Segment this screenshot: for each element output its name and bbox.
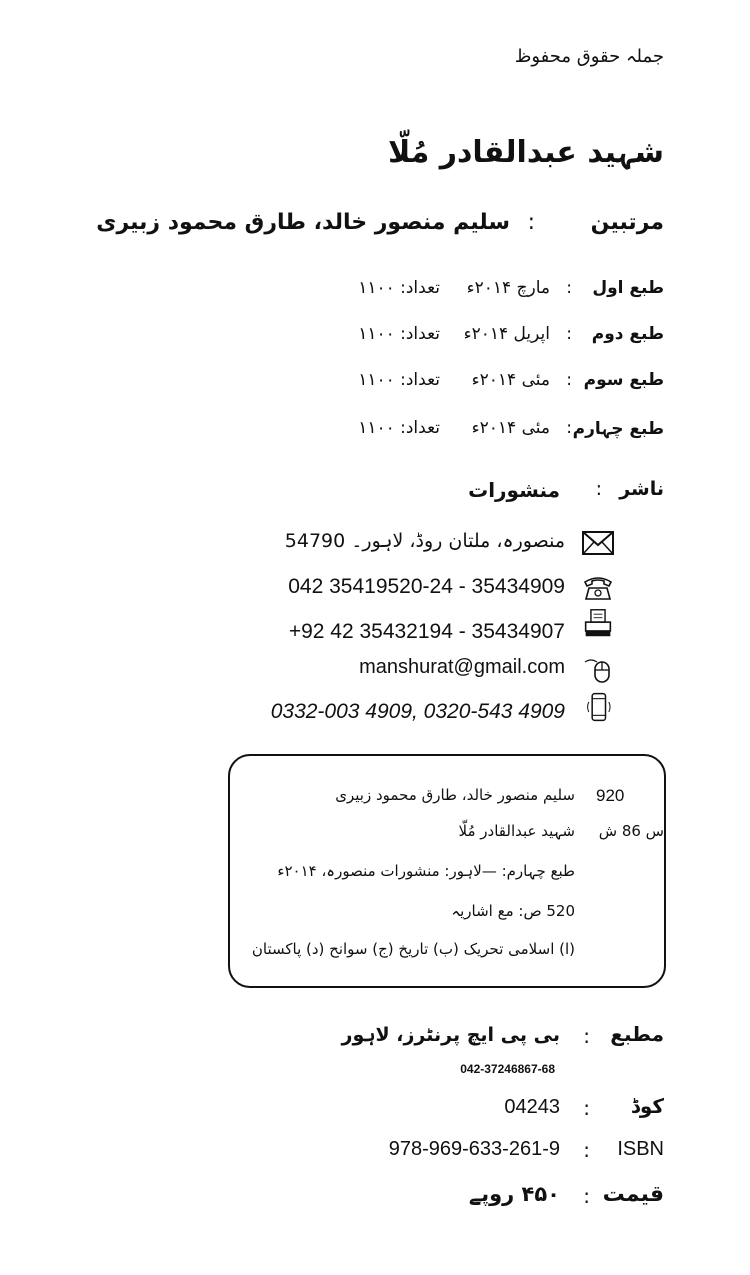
- printer-name: بی پی ایچ پرنٹرز، لاہور: [341, 1024, 560, 1046]
- edition-colon: :: [566, 278, 572, 298]
- mobile-numbers: 0332-003 4909, 0320-543 4909: [270, 700, 565, 723]
- fax-numbers: +92 42 35432194 - 35434907: [288, 620, 565, 643]
- edition-date: مارچ ۲۰۱۴ء: [466, 278, 550, 298]
- catalog-pages: 520 ص: مع اشاریہ: [451, 902, 575, 920]
- edition-date: مئی ۲۰۱۴ء: [471, 418, 550, 438]
- edition-colon: :: [566, 324, 572, 344]
- phone-numbers: 042 35419520-24 - 35434909: [288, 575, 565, 598]
- book-title: شہید عبدالقادر مُلّا: [387, 135, 664, 170]
- price-colon: :: [583, 1184, 590, 1208]
- compilers-names: سلیم منصور خالد، طارق محمود زبیری: [96, 210, 510, 235]
- edition-date: اپریل ۲۰۱۴ء: [463, 324, 550, 344]
- edition-colon: :: [566, 370, 572, 390]
- publisher-colon: :: [595, 478, 602, 500]
- envelope-icon: [581, 528, 615, 558]
- printer-colon: :: [583, 1024, 590, 1048]
- publisher-label: ناشر: [619, 478, 664, 500]
- code-value: 04243: [504, 1096, 560, 1118]
- edition-label: طبع سوم: [583, 370, 664, 390]
- edition-label: طبع چہارم: [572, 419, 664, 439]
- edition-count: تعداد: ۱۱۰۰: [358, 278, 440, 298]
- catalog-class-number: 920: [596, 786, 625, 805]
- price-label: قیمت: [602, 1182, 664, 1207]
- edition-date: مئی ۲۰۱۴ء: [471, 370, 550, 390]
- code-label: کوڈ: [630, 1094, 664, 1118]
- isbn-colon: :: [583, 1138, 590, 1162]
- compilers-label: مرتبین: [590, 210, 664, 235]
- address-text: منصورہ، ملتان روڈ، لاہور۔ 54790: [284, 530, 565, 552]
- price-value: ۴۵۰ روپے: [468, 1182, 560, 1206]
- telephone-icon: [581, 572, 615, 602]
- edition-count: تعداد: ۱۱۰۰: [358, 370, 440, 390]
- edition-label: طبع اول: [592, 278, 664, 298]
- catalog-cutter: س 86 ش: [598, 822, 664, 840]
- catalog-subjects: (ا) اسلامی تحریک (ب) تاریخ (ج) سوانح (د) پاکستان: [251, 940, 575, 958]
- code-colon: :: [583, 1096, 590, 1120]
- edition-count: تعداد: ۱۱۰۰: [358, 324, 440, 344]
- email-address[interactable]: manshurat@gmail.com: [359, 656, 565, 678]
- publisher-name: منشورات: [468, 478, 560, 502]
- mouse-icon: [581, 654, 615, 684]
- edition-count: تعداد: ۱۱۰۰: [358, 418, 440, 438]
- catalog-imprint: طبع چہارم: —لاہور: منشورات منصورہ، ۲۰۱۴ء: [277, 862, 575, 880]
- edition-label: طبع دوم: [591, 324, 664, 344]
- fax-icon: [581, 608, 615, 638]
- printer-label: مطبع: [610, 1022, 664, 1046]
- isbn-label: ISBN: [617, 1138, 664, 1160]
- printer-phone: 042-37246867-68: [460, 1062, 555, 1076]
- isbn-value: 978-969-633-261-9: [388, 1138, 560, 1160]
- catalog-title: شہید عبدالقادر مُلّا: [458, 822, 575, 840]
- mobile-phone-icon: [581, 692, 615, 722]
- catalog-author: سلیم منصور خالد، طارق محمود زبیری: [335, 786, 575, 804]
- compilers-colon: :: [527, 210, 535, 235]
- copyright-notice: جملہ حقوق محفوظ: [514, 46, 664, 67]
- edition-colon: :: [566, 418, 572, 438]
